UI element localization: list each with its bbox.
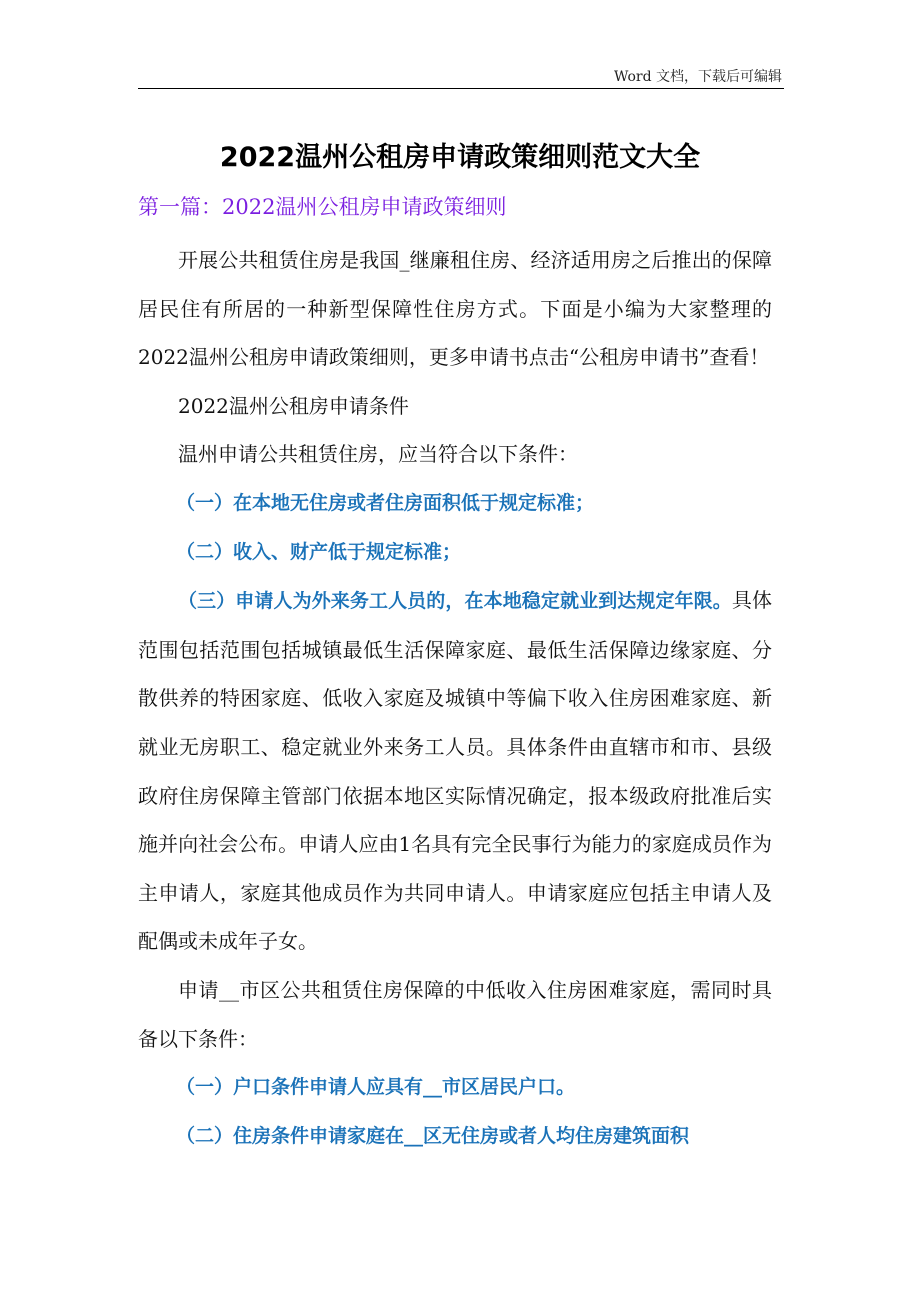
condition-1: （一）在本地无住房或者住房面积低于规定标准； — [176, 491, 595, 514]
header-rule — [138, 88, 784, 89]
city-condition-2: （二）住房条件申请家庭在__区无住房或者人均住房建筑面积 — [176, 1124, 690, 1147]
city-condition-1: （一）户口条件申请人应具有__市区居民户口。 — [176, 1076, 576, 1099]
section-heading: 第一篇：2022温州公租房申请政策细则 — [138, 195, 507, 219]
condition-3-detail: 具体范围包括范围包括城镇最低生活保障家庭、最低生活保障边缘家庭、分散供养的特困家庭、低收入家庭及城镇中等偏下收入住房困难家庭、新就业无房职工、稳定就业外来务工人员。具体条件由直辖市和市、县级政府住房保障主管部门依据本地区实际情况确定，报本级政府批准后实施并向社会公布。申请人应由1名具有完全民事行为能力的家庭成员作为主申请人，家庭其他成员作为共同申请人。申请家庭应包括主申请人及配偶或未成年子女。 — [138, 588, 772, 954]
condition-3-paragraph — [138, 576, 772, 966]
paragraph-conditions-title: 2022温州公租房申请条件 — [178, 393, 409, 418]
document-title: 2022温州公租房申请政策细则范文大全 — [219, 142, 701, 173]
paragraph-conditions-lead: 温州申请公共租赁住房，应当符合以下条件： — [178, 442, 578, 467]
header-note: Word 文档，下载后可编辑 — [614, 69, 782, 85]
condition-3: （三）申请人为外来务工人员的，在本地稳定就业到达规定年限。 — [178, 590, 732, 613]
paragraph-intro: 开展公共租赁住房是我国_继廉租住房、经济适用房之后推出的保障居民住有所居的一种新型保障性住房方式。下面是小编为大家整理的2022温州公租房申请政策细则，更多申请书点击“公租房申请书”查看！ — [138, 248, 772, 370]
condition-2: （二）收入、财产低于规定标准； — [176, 540, 462, 563]
document-body — [138, 236, 772, 1160]
paragraph-city-lead: 申请__市区公共租赁住房保障的中低收入住房困难家庭，需同时具备以下条件： — [138, 977, 772, 1051]
